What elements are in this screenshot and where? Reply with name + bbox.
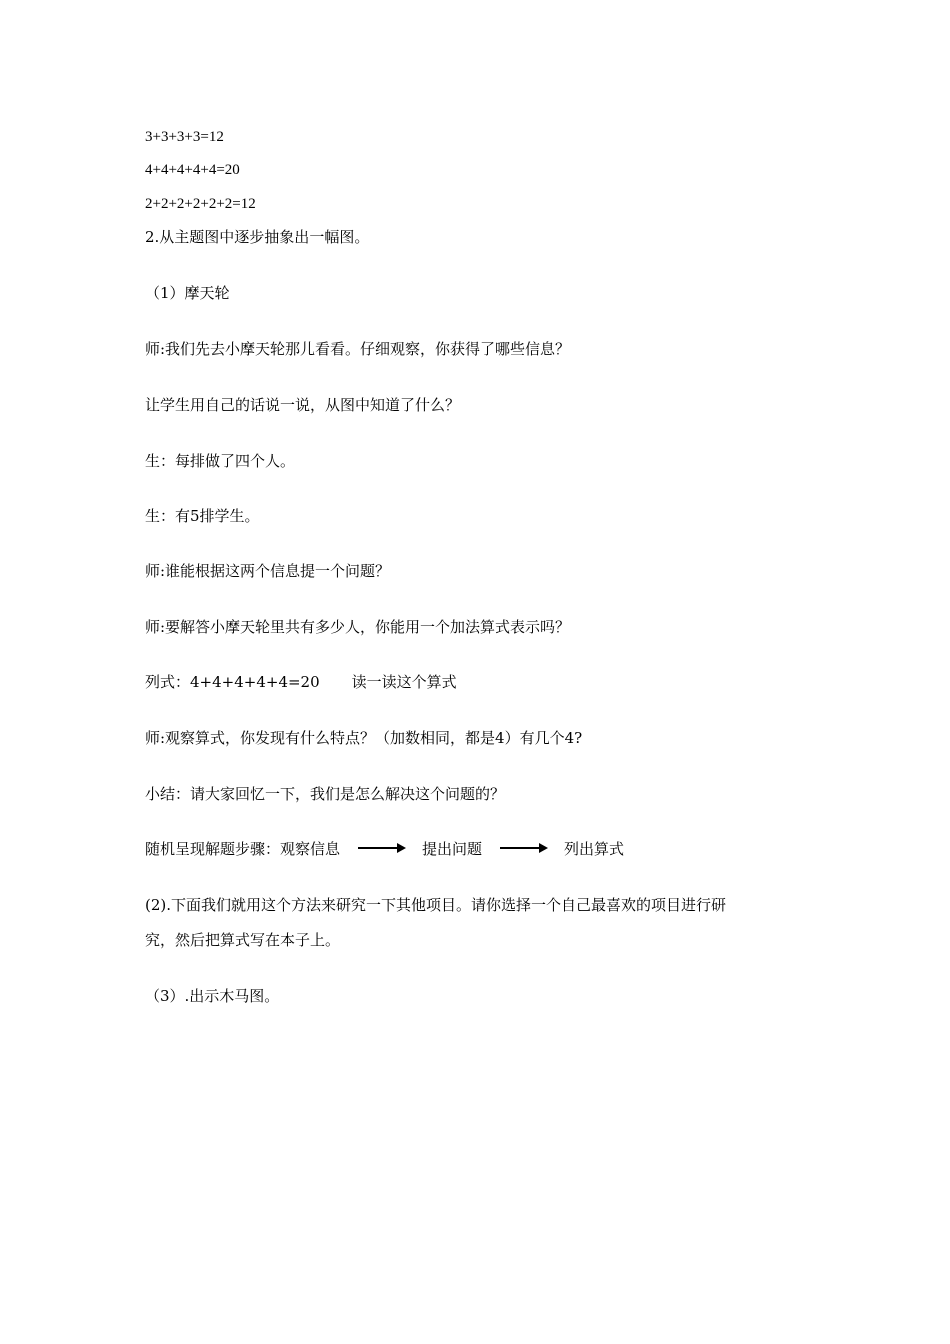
formula-label: 列式：4+4+4+4+4=20 [145,673,320,691]
step-write-formula: 列出算式 [564,840,625,858]
steps-line [145,839,624,859]
observe-paragraph: 师:观察算式，你发现有什么特点？（加数相同，都是4）有几个4? [145,729,583,747]
sub-2-line-2: 究，然后把算式写在本子上。 [145,931,341,949]
equation-line-2: 4+4+4+4+4=20 [145,162,240,178]
instruction-paragraph: 让学生用自己的话说一说，从图中知道了什么？ [145,396,461,414]
teacher-paragraph-1: 师:我们先去小摩天轮那儿看看。仔细观察，你获得了哪些信息？ [145,340,571,358]
sub-3-heading: （3）.出示木马图。 [145,987,280,1005]
step-ask-question: 提出问题 [422,840,483,858]
teacher-paragraph-3: 师:要解答小摩天轮里共有多少人，你能用一个加法算式表示吗？ [145,618,571,636]
student-paragraph-2: 生：有5排学生。 [145,507,260,525]
sub-2-line-1: (2).下面我们就用这个方法来研究一下其他项目。请你选择一个自己最喜欢的项目进行研 [145,896,727,914]
section-2-heading: 2.从主题图中逐步抽象出一幅图。 [145,228,370,246]
right-arrow-icon [500,847,546,849]
summary-paragraph: 小结：请大家回忆一下，我们是怎么解决这个问题的？ [145,785,506,803]
equation-line-1: 3+3+3+3=12 [145,129,224,145]
steps-intro: 随机呈现解题步骤：观察信息 [145,840,341,858]
formula-note: 读一读这个算式 [351,673,457,691]
teacher-paragraph-2: 师:谁能根据这两个信息提一个问题？ [145,562,391,580]
sub-1-heading: （1）摩天轮 [145,284,230,302]
equation-line-3: 2+2+2+2+2+2=12 [145,196,256,212]
right-arrow-icon [358,847,404,849]
formula-line [145,672,457,692]
student-paragraph-1: 生：每排做了四个人。 [145,452,296,470]
